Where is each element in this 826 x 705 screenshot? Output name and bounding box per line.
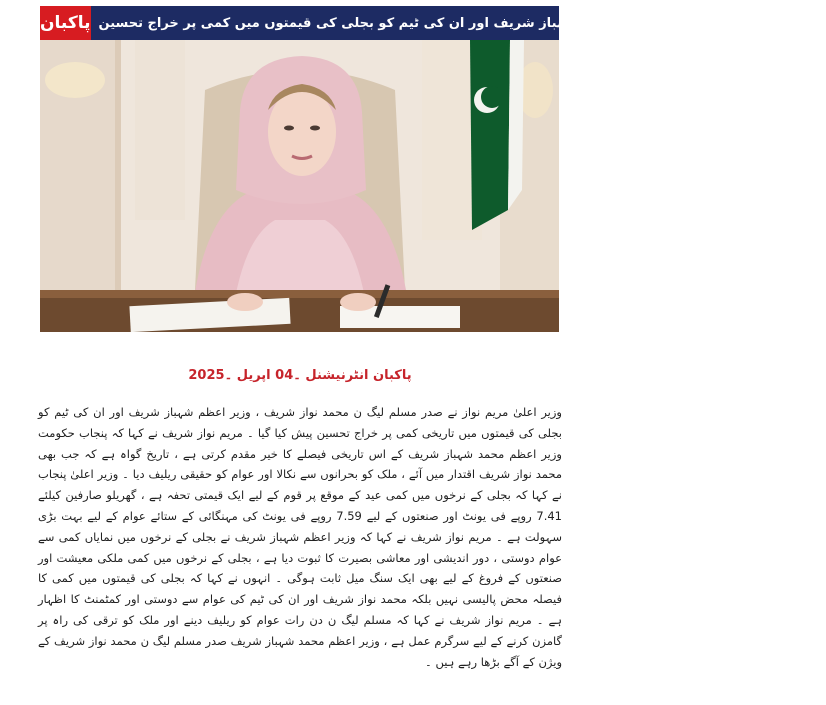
article-body: وزیر اعلیٰ مریم نواز نے صدر مسلم لیگ ن محمد نواز شریف ، وزیر اعظم شہباز شریف اور ان کی ٹیم کو بجلی کی قیمتوں میں تاریخی کمی پر خراج تحسین پیش کیا گیا ۔ مریم نواز شریف نے کہا کہ پنجاب حکومت وزیر اعظم محمد شہباز شریف کے اس تاریخی فیصلے کا خیر مقدم کرتی ہے ، تاریخ گواہ ہے کہ جب بھی محمد نواز شریف اقتدار میں آئے ، ملک کو بحرانوں سے نکالا اور عوام کو حقیقی ریلیف دیا ۔ وزیر اعلیٰ پنجاب نے کہا کہ بجلی کے نرخوں میں کمی عید کے موقع پر قوم کے لیے ایک قیمتی تحفہ ہے ، گھریلو صارفین کیلئے 7.41 روپے فی یونٹ اور صنعتوں کے لیے 7.59 روپے فی یونٹ کی مہنگائی کے ستائے عوام کے لیے بہت بڑی سہولت ہے ۔ مریم نواز شریف نے کہا کہ وزیر اعظم شہباز شریف نے بجلی کے نرخوں میں نمایاں کمی سے عوام دوستی ، دور اندیشی اور معاشی بصیرت کا ثبوت دیا ہے ، بجلی کے نرخوں میں کمی ملکی معیشت اور صنعتوں کے فروغ کے لیے بھی ایک سنگ میل ثابت ہوگی ۔ انہوں نے کہا کہ بجلی کی قیمتوں میں کمی کا فیصلہ محض پالیسی نہیں بلکہ محمد نواز شریف اور ان کی ٹیم کی عوام سے دوستی اور کمٹمنٹ کا اظہار ہے ۔ مریم نواز شریف نے کہا کہ مسلم لیگ ن دن رات عوام کو ریلیف دینے اور ملک کو ترقی کی راہ پر گامزن کرنے کے لیے سرگرم عمل ہے ، وزیر اعظم محمد شہباز شریف صدر مسلم لیگ ن محمد نواز شریف کے ویژن کے آگے بڑھا رہے ہیں ۔ xyxy=(38,405,562,669)
news-photo xyxy=(40,40,559,332)
headline-text: مریم نواز کا نواز شریف ، وزیر اعظم شہباز شریف اور ان کی ٹیم کو بجلی کی قیمتوں میں کمی پر خراج تحسین xyxy=(98,15,818,31)
dateline: پاکبان انٹرنیشنل ۔04 اپریل ۔2025 xyxy=(188,368,412,383)
brand-logo: پاکبان xyxy=(40,6,91,40)
headline-banner xyxy=(40,6,818,40)
news-photo-icon xyxy=(40,40,559,332)
